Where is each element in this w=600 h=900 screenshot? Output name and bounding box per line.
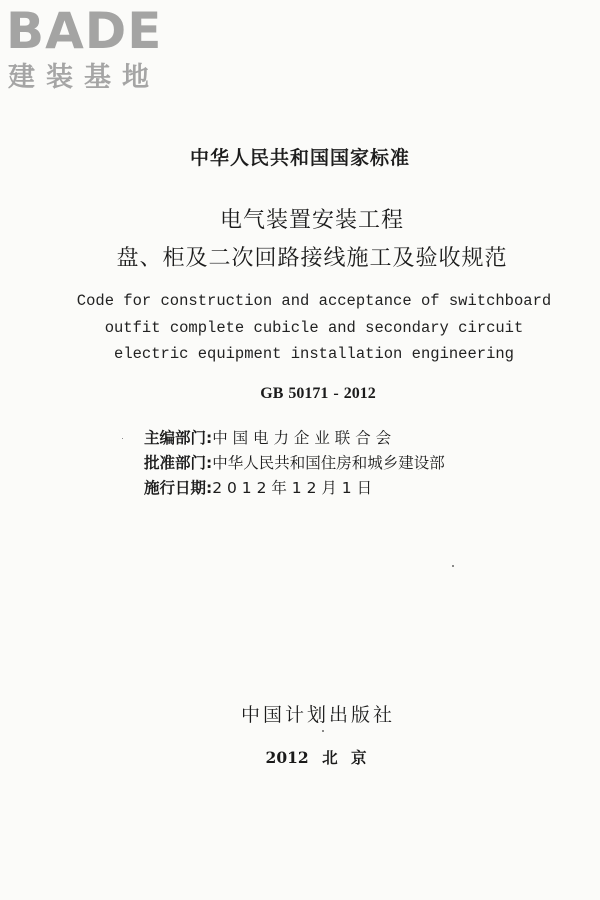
chief-editor-value: 中 国 电 力 企 业 联 合 会 [212,429,392,447]
chief-editor-row [144,428,391,448]
approver-label: 批准部门: [144,454,213,472]
watermark-subtitle: 建装基地 [8,62,160,93]
effective-date-row [144,478,372,498]
english-title-line-2: outfit complete cubicle and secondary circuit [104,319,524,337]
standard-code: GB 50171 - 2012 [260,385,376,402]
document-title-line-1: 电气装置安装工程 [219,208,404,233]
scan-speck [122,438,123,439]
watermark-logo-text: BADE [6,2,163,60]
english-title-line-1: Code for construction and acceptance of switchboard [76,292,552,310]
document-title-line-2: 盘、柜及二次回路接线施工及验收规范 [116,246,508,271]
publication-place-year: 2012 北 京 [265,748,367,767]
chief-editor-label: 主编部门: [144,429,213,447]
scan-speck [452,565,454,567]
effective-date-value: 2 0 1 2 年 1 2 月 1 日 [212,479,373,497]
english-title-line-3: electric equipment installation engineering [114,345,514,363]
approver-row [144,453,445,473]
effective-date-label: 施行日期: [144,479,213,497]
publisher-name: 中国计划出版社 [240,704,395,726]
approver-value: 中华人民共和国住房和城乡建设部 [212,454,445,472]
watermark-logo [6,4,181,96]
scan-speck [322,730,324,732]
standard-category-label: 中华人民共和国国家标准 [189,147,410,169]
